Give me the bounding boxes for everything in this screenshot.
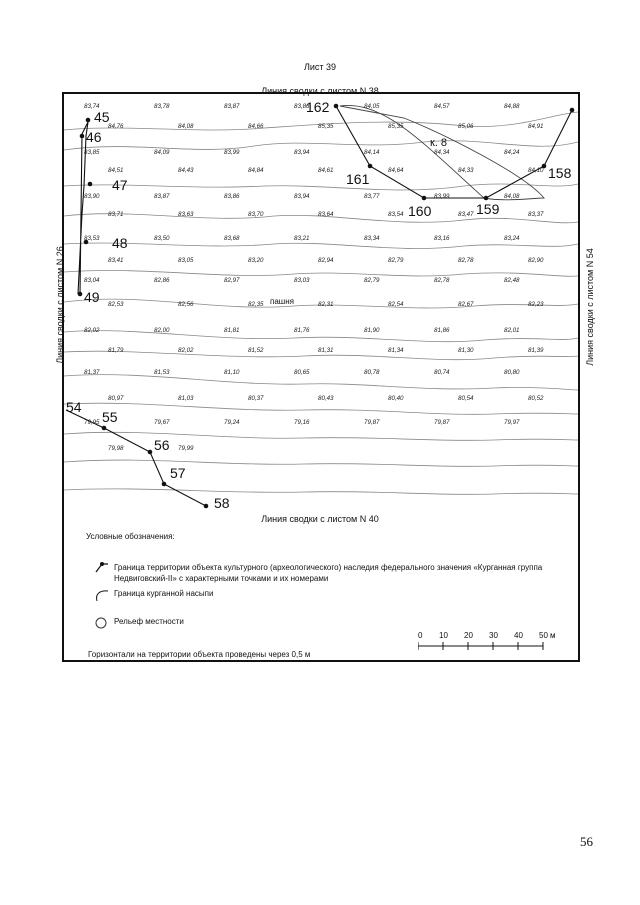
elevation-mark: 82,48 bbox=[504, 277, 520, 284]
point-label-158: 158 bbox=[548, 165, 572, 181]
point-label-57: 57 bbox=[170, 465, 186, 481]
point-label-54: 54 bbox=[66, 399, 82, 415]
elevation-mark: 85,35 bbox=[318, 123, 334, 130]
elevation-mark: 80,74 bbox=[434, 369, 450, 376]
elevation-mark: 83,63 bbox=[178, 211, 194, 218]
elevation-mark: 82,00 bbox=[154, 327, 170, 334]
elevation-mark: 82,35 bbox=[248, 301, 264, 308]
elevation-mark: 83,68 bbox=[224, 235, 240, 242]
page-number: 56 bbox=[580, 834, 593, 849]
contour-note: Горизонтали на территории объекта проведены через 0,5 м bbox=[88, 650, 311, 659]
sheet-title: Лист 39 bbox=[303, 62, 337, 72]
elevation-mark: 83,24 bbox=[504, 235, 520, 242]
point-label-55: 55 bbox=[102, 409, 118, 425]
elevation-mark: 84,05 bbox=[364, 103, 380, 110]
elevation-mark: 83,99 bbox=[224, 149, 240, 156]
point-label-45: 45 bbox=[94, 109, 110, 125]
elevation-mark: 84,57 bbox=[434, 103, 450, 110]
legend-title: Условные обозначения: bbox=[86, 532, 175, 541]
elevation-mark: 79,87 bbox=[434, 419, 450, 426]
elevation-mark: 83,86 bbox=[294, 103, 310, 110]
elevation-mark: 80,40 bbox=[388, 395, 404, 402]
elevation-mark: 83,87 bbox=[154, 193, 170, 200]
elevation-mark: 82,56 bbox=[178, 301, 194, 308]
elevation-mark: 81,34 bbox=[388, 347, 404, 354]
elevation-mark: 84,33 bbox=[458, 167, 474, 174]
point-label-58: 58 bbox=[214, 495, 230, 511]
elevation-mark: 83,41 bbox=[108, 257, 124, 264]
elevation-mark: 79,67 bbox=[154, 419, 170, 426]
elevation-mark: 81,31 bbox=[318, 347, 334, 354]
relief-icon bbox=[94, 616, 110, 632]
scale-unit: м bbox=[550, 631, 556, 640]
elevation-mark: 83,05 bbox=[178, 257, 194, 264]
point-label-162: 162 bbox=[306, 99, 330, 115]
elevation-mark: 79,87 bbox=[364, 419, 380, 426]
elevation-mark: 84,43 bbox=[178, 167, 194, 174]
elevation-mark: 81,76 bbox=[294, 327, 310, 334]
elevation-mark: 82,94 bbox=[318, 257, 334, 264]
elevation-mark: 82,78 bbox=[434, 277, 450, 284]
scale-bar bbox=[418, 630, 578, 654]
elevation-mark: 79,97 bbox=[504, 419, 520, 426]
elevation-mark: 82,54 bbox=[388, 301, 404, 308]
elevation-mark: 81,10 bbox=[224, 369, 240, 376]
elevation-mark: 82,31 bbox=[318, 301, 334, 308]
elevation-mark: 84,91 bbox=[528, 123, 544, 130]
elevation-mark: 83,37 bbox=[528, 211, 544, 218]
elevation-mark: 83,85 bbox=[84, 149, 100, 156]
elevation-mark: 83,16 bbox=[434, 235, 450, 242]
elevation-mark: 79,16 bbox=[294, 419, 310, 426]
point-label-161: 161 bbox=[346, 171, 370, 187]
elevation-mark: 81,30 bbox=[458, 347, 474, 354]
scale-tick-label: 10 bbox=[439, 631, 448, 640]
elevation-mark: 84,24 bbox=[504, 149, 520, 156]
elevation-mark: 84,10 bbox=[528, 167, 544, 174]
elevation-mark: 83,47 bbox=[458, 211, 474, 218]
elevation-mark: 81,37 bbox=[84, 369, 100, 376]
elevation-mark: 84,08 bbox=[504, 193, 520, 200]
plowland-label: пашня bbox=[270, 297, 294, 306]
elevation-mark: 80,65 bbox=[294, 369, 310, 376]
elevation-mark: 80,78 bbox=[364, 369, 380, 376]
elevation-mark: 81,52 bbox=[248, 347, 264, 354]
elevation-mark: 81,39 bbox=[528, 347, 544, 354]
elevation-mark: 82,78 bbox=[458, 257, 474, 264]
elevation-mark: 83,87 bbox=[224, 103, 240, 110]
scale-tick-label: 50 bbox=[539, 631, 548, 640]
elevation-mark: 83,86 bbox=[224, 193, 240, 200]
elevation-mark: 82,01 bbox=[504, 327, 520, 334]
elevation-mark: 81,53 bbox=[154, 369, 170, 376]
elevation-mark: 79,99 bbox=[178, 445, 194, 452]
elevation-mark: 83,90 bbox=[84, 193, 100, 200]
point-label-56: 56 bbox=[154, 437, 170, 453]
legend-text-mound: Граница курганной насыпи bbox=[114, 589, 214, 598]
elevation-mark: 81,03 bbox=[178, 395, 194, 402]
mound-icon bbox=[94, 588, 110, 604]
elevation-mark: 82,02 bbox=[84, 327, 100, 334]
elevation-mark: 80,97 bbox=[108, 395, 124, 402]
elevation-mark: 79,98 bbox=[108, 445, 124, 452]
point-label-49: 49 bbox=[84, 289, 100, 305]
elevation-mark: 79,24 bbox=[224, 419, 240, 426]
scale-tick-label: 40 bbox=[514, 631, 523, 640]
elevation-mark: 85,35 bbox=[388, 123, 404, 130]
elevation-mark: 83,34 bbox=[364, 235, 380, 242]
elevation-mark: 83,71 bbox=[108, 211, 124, 218]
elevation-mark: 82,86 bbox=[154, 277, 170, 284]
point-label-46: 46 bbox=[86, 129, 102, 145]
elevation-mark: 84,08 bbox=[178, 123, 194, 130]
point-label-159: 159 bbox=[476, 201, 500, 217]
elevation-mark: 80,54 bbox=[458, 395, 474, 402]
elevation-mark: 83,94 bbox=[294, 193, 310, 200]
elevation-mark: 80,37 bbox=[248, 395, 264, 402]
elevation-mark: 84,61 bbox=[318, 167, 334, 174]
elevation-mark: 83,70 bbox=[248, 211, 264, 218]
elevation-mark: 80,52 bbox=[528, 395, 544, 402]
elevation-mark: 84,14 bbox=[364, 149, 380, 156]
legend-text-boundary: Граница территории объекта культурного (археологического) наследия федерального значения «Курганная группа Недвиговский-II» с характерными точками и их номерами bbox=[114, 563, 543, 583]
elevation-mark: 81,81 bbox=[224, 327, 240, 334]
point-label-48: 48 bbox=[112, 235, 128, 251]
elevation-mark: 83,64 bbox=[318, 211, 334, 218]
elevation-mark: 84,76 bbox=[108, 123, 124, 130]
scale-tick-label: 30 bbox=[489, 631, 498, 640]
elevation-mark: 81,86 bbox=[434, 327, 450, 334]
elevation-mark: 83,20 bbox=[248, 257, 264, 264]
elevation-mark: 80,80 bbox=[504, 369, 520, 376]
topographic-map bbox=[64, 94, 578, 514]
elevation-mark: 84,88 bbox=[504, 103, 520, 110]
edge-label-bottom: Линия сводки с листом N 40 bbox=[261, 514, 379, 524]
elevation-mark: 83,21 bbox=[294, 235, 310, 242]
scale-tick-label: 20 bbox=[464, 631, 473, 640]
elevation-mark: 81,90 bbox=[364, 327, 380, 334]
elevation-mark: 84,66 bbox=[248, 123, 264, 130]
elevation-mark: 85,06 bbox=[458, 123, 474, 130]
elevation-mark: 83,03 bbox=[294, 277, 310, 284]
elevation-mark: 84,34 bbox=[434, 149, 450, 156]
elevation-mark: 82,97 bbox=[224, 277, 240, 284]
edge-label-top: Линия сводки с листом N 38 bbox=[261, 86, 379, 96]
edge-label-right: Линия сводки с листом N 54 bbox=[585, 248, 595, 366]
elevation-mark: 82,02 bbox=[178, 347, 194, 354]
elevation-mark: 83,50 bbox=[154, 235, 170, 242]
elevation-mark: 83,53 bbox=[84, 235, 100, 242]
elevation-mark: 83,78 bbox=[154, 103, 170, 110]
elevation-mark: 83,04 bbox=[84, 277, 100, 284]
elevation-mark: 82,23 bbox=[528, 301, 544, 308]
edge-label-left: Линия сводки с листом N 26 bbox=[55, 246, 65, 364]
elevation-mark: 81,79 bbox=[108, 347, 124, 354]
elevation-mark: 82,53 bbox=[108, 301, 124, 308]
elevation-mark: 83,77 bbox=[364, 193, 380, 200]
elevation-mark: 83,99 bbox=[434, 193, 450, 200]
elevation-mark: 79,95 bbox=[84, 419, 100, 426]
point-label-160: 160 bbox=[408, 203, 432, 219]
elevation-mark: 84,51 bbox=[108, 167, 124, 174]
scale-tick-label: 0 bbox=[418, 631, 423, 640]
elevation-labels bbox=[84, 103, 544, 452]
elevation-mark: 83,74 bbox=[84, 103, 100, 110]
elevation-mark: 82,79 bbox=[388, 257, 404, 264]
point-label-47: 47 bbox=[112, 177, 128, 193]
elevation-mark: 84,64 bbox=[388, 167, 404, 174]
boundary-icon bbox=[94, 562, 110, 576]
legend-text-relief: Рельеф местности bbox=[114, 617, 184, 626]
elevation-mark: 84,09 bbox=[154, 149, 170, 156]
elevation-mark: 82,67 bbox=[458, 301, 474, 308]
kurgan-label: к. 8 bbox=[430, 137, 448, 149]
elevation-mark: 82,79 bbox=[364, 277, 380, 284]
elevation-mark: 84,84 bbox=[248, 167, 264, 174]
elevation-mark: 83,94 bbox=[294, 149, 310, 156]
elevation-mark: 83,54 bbox=[388, 211, 404, 218]
elevation-mark: 80,43 bbox=[318, 395, 334, 402]
elevation-mark: 82,90 bbox=[528, 257, 544, 264]
